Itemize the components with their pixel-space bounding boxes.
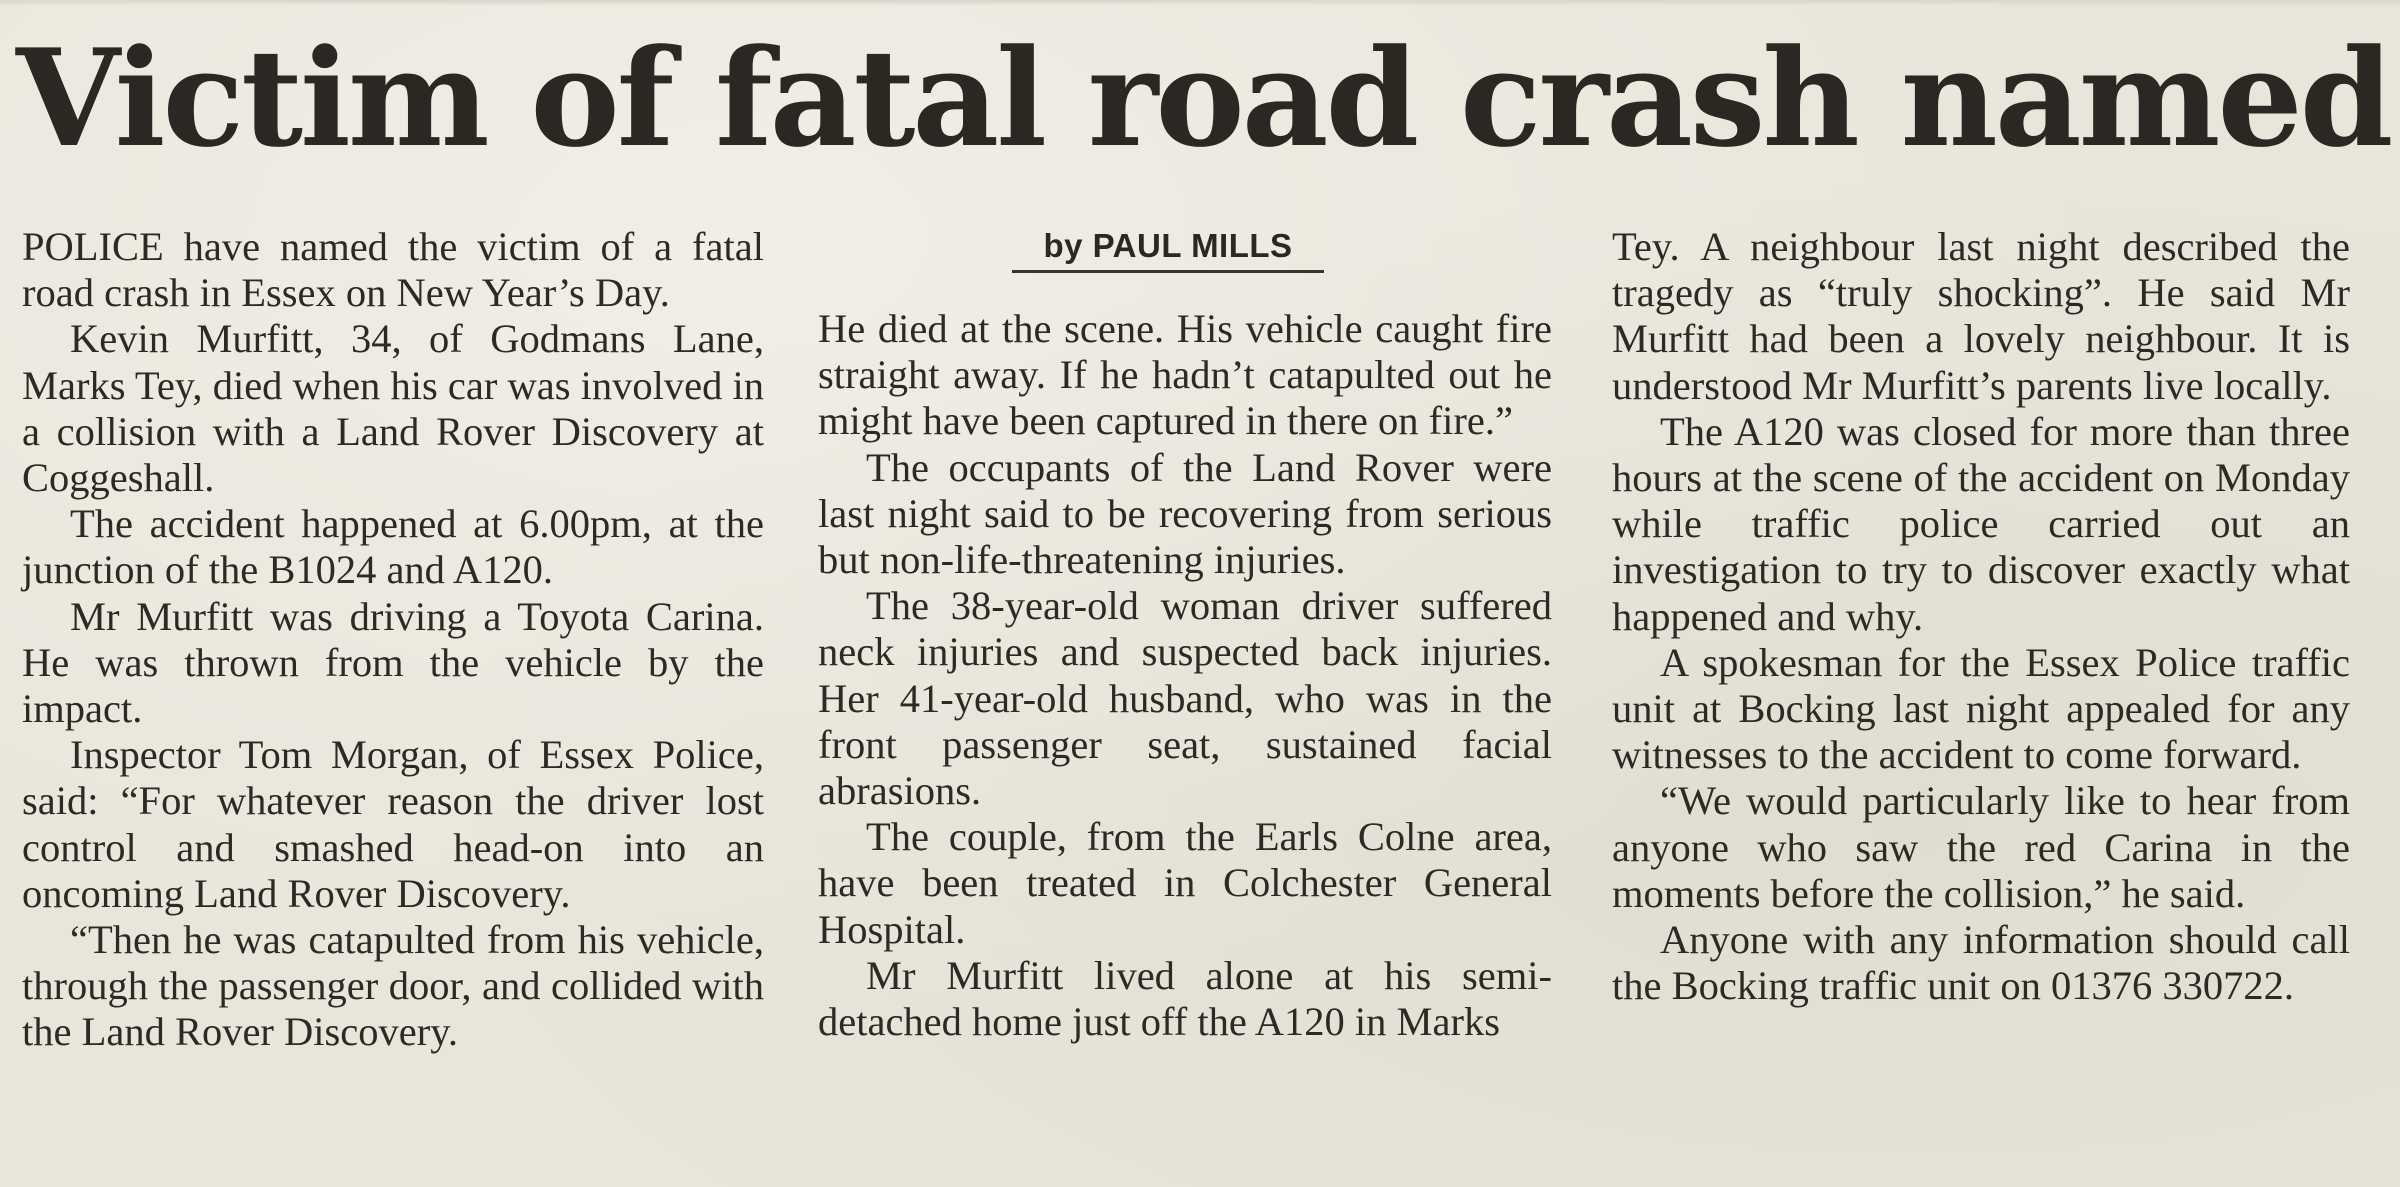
paragraph: The A120 was closed for more than three hours at the scene of the accident on Monday while traffic police carried out an investigation to try to discover exactly what happened and why. <box>1612 408 2350 639</box>
paragraph: Kevin Murfitt, 34, of Godmans Lane, Marks Tey, died when his car was involved in a collision with a Land Rover Discovery at Coggeshall. <box>22 316 764 501</box>
paragraph: “Then he was catapulted from his vehicle, through the passenger door, and collided with the Land Rover Discovery. <box>22 917 764 1055</box>
paragraph: Mr Murfitt was driving a Toyota Carina. He was thrown from the vehicle by the impact. <box>22 593 764 732</box>
paragraph: The accident happened at 6.00pm, at the junction of the B1024 and A120. <box>22 501 764 593</box>
paragraph: The 38-year-old woman driver suffered neck injuries and suspected back injuries. Her 41-year-old husband, who was in the front passenger seat, sustained facial abrasions. <box>818 583 1552 814</box>
paragraph: “We would particularly like to hear from anyone who saw the red Carina in the moments before the collision,” he said. <box>1612 778 2350 916</box>
paragraph: He died at the scene. His vehicle caught fire straight away. If he hadn’t catapulted out he might have been captured in there on fire.” <box>818 306 1552 444</box>
article-column-2 <box>818 306 1552 1045</box>
paragraph: POLICE have named the victim of a fatal road crash in Essex on New Year’s Day. <box>22 224 764 316</box>
paragraph: Mr Murfitt lived alone at his semidetached home just off the A120 in Marks <box>818 952 1552 1045</box>
paragraph: Inspector Tom Morgan, of Essex Police, said: “For whatever reason the driver lost control and smashed head-on into an oncoming Land Rover Discovery. <box>22 732 764 916</box>
paragraph: Tey. A neighbour last night described the tragedy as “truly shocking”. He said Mr Murfitt had been a lovely neighbour. It is understood Mr Murfitt’s parents live locally. <box>1612 224 2350 408</box>
paragraph: A spokesman for the Essex Police traffic unit at Bocking last night appealed for any witnesses to the accident to come forward. <box>1612 639 2350 778</box>
byline: by PAUL MILLS <box>1012 226 1324 273</box>
headline: Victim of fatal road crash named <box>16 19 2391 177</box>
paragraph: The occupants of the Land Rover were last night said to be recovering from serious but non-life-threatening injuries. <box>818 444 1552 583</box>
article-column-3 <box>1612 224 2350 1009</box>
paragraph: The couple, from the Earls Colne area, have been treated in Colchester General Hospital. <box>818 814 1552 952</box>
paper-edge <box>0 0 2400 6</box>
article-column-1 <box>22 224 764 1056</box>
paragraph: Anyone with any information should call the Bocking traffic unit on 01376 330722. <box>1612 917 2350 1009</box>
